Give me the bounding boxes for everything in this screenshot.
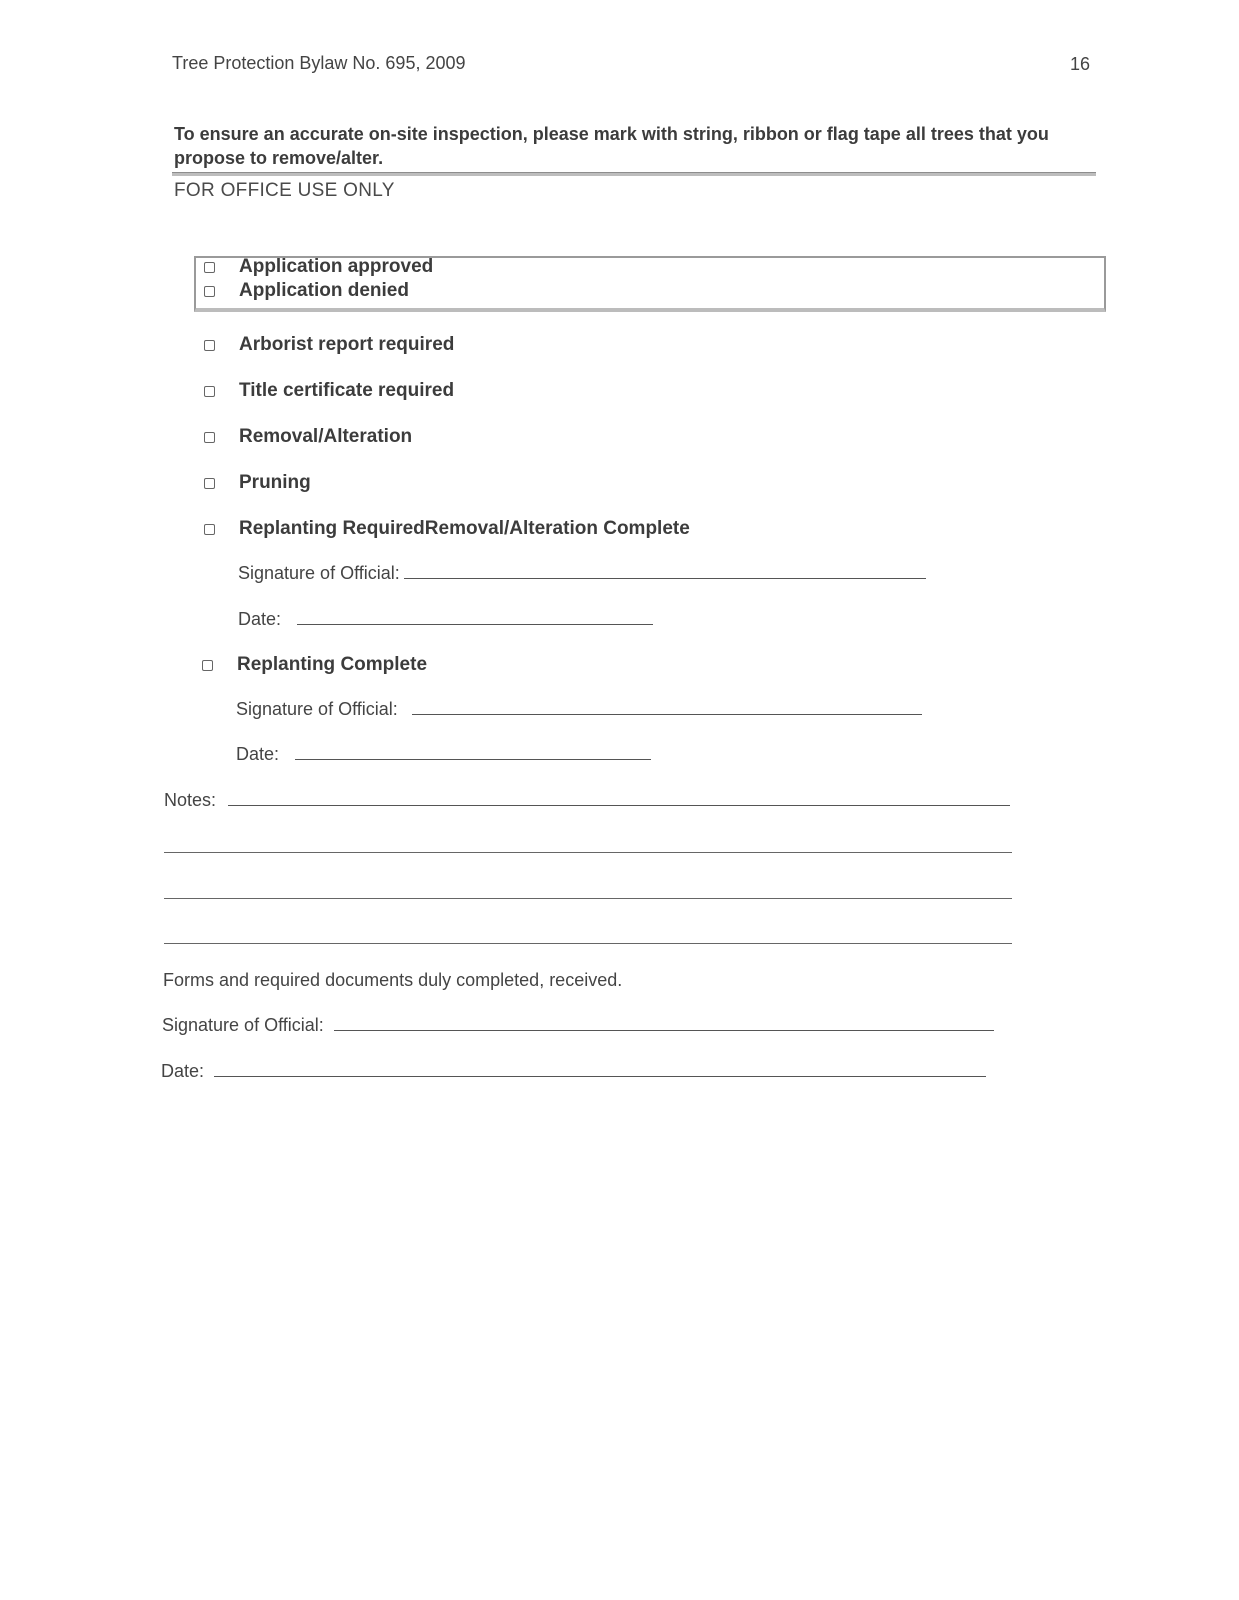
received-statement: Forms and required documents duly completed, received.	[163, 970, 623, 990]
arborist-report-checkbox[interactable]	[204, 340, 215, 351]
notes-line-1[interactable]	[228, 805, 1010, 806]
removal-signature-field	[238, 563, 926, 584]
replanting-complete-label: Replanting Complete	[237, 654, 428, 675]
title-certificate-option[interactable]	[204, 380, 454, 402]
replanting-signature-field	[236, 699, 922, 720]
removal-signature-label: Signature of Official:	[238, 563, 400, 583]
application-denied-checkbox[interactable]	[204, 286, 215, 297]
notes-field	[164, 790, 1010, 811]
received-signature-label: Signature of Official:	[162, 1015, 324, 1035]
page-number: 16	[1070, 54, 1091, 74]
replanting-required-label: Replanting RequiredRemoval/Alteration Complete	[239, 518, 690, 539]
replanting-required-option[interactable]	[204, 518, 690, 540]
removal-date-field	[238, 609, 653, 630]
title-certificate-label: Title certificate required	[239, 380, 455, 401]
replanting-complete-option[interactable]	[202, 654, 427, 676]
notes-line-4[interactable]	[164, 943, 1012, 944]
application-approved-option[interactable]	[204, 256, 433, 278]
removal-date-line[interactable]	[297, 624, 653, 625]
pruning-label: Pruning	[239, 472, 311, 493]
inspection-instructions: To ensure an accurate on-site inspection, please mark with string, ribbon or flag tape all trees that you propose to remove/alter.	[174, 124, 1049, 168]
received-signature-field	[162, 1015, 994, 1036]
replanting-signature-label: Signature of Official:	[236, 699, 398, 719]
removal-alteration-checkbox[interactable]	[204, 432, 215, 443]
replanting-required-checkbox[interactable]	[204, 524, 215, 535]
notes-line-3[interactable]	[164, 898, 1012, 899]
notes-label: Notes:	[164, 790, 217, 810]
section-divider	[172, 172, 1096, 176]
replanting-complete-checkbox[interactable]	[202, 660, 213, 671]
replanting-date-field	[236, 744, 651, 765]
application-approved-checkbox[interactable]	[204, 262, 215, 273]
replanting-date-label: Date:	[236, 744, 280, 764]
application-approved-label: Application approved	[239, 256, 434, 277]
replanting-signature-line[interactable]	[412, 714, 922, 715]
replanting-date-line[interactable]	[295, 759, 651, 760]
pruning-option[interactable]	[204, 472, 311, 494]
removal-alteration-label: Removal/Alteration	[239, 426, 413, 447]
removal-alteration-option[interactable]	[204, 426, 412, 448]
application-denied-label: Application denied	[239, 280, 409, 301]
received-date-field	[161, 1061, 986, 1082]
received-date-line[interactable]	[214, 1076, 986, 1077]
title-certificate-checkbox[interactable]	[204, 386, 215, 397]
removal-date-label: Date:	[238, 609, 282, 629]
received-date-label: Date:	[161, 1061, 205, 1081]
document-title: Tree Protection Bylaw No. 695, 2009	[172, 53, 466, 73]
arborist-report-option[interactable]	[204, 334, 454, 356]
notes-line-2[interactable]	[164, 852, 1012, 853]
received-signature-line[interactable]	[334, 1030, 994, 1031]
office-use-heading: FOR OFFICE USE ONLY	[174, 180, 395, 201]
removal-signature-line[interactable]	[404, 578, 926, 579]
arborist-report-label: Arborist report required	[239, 334, 455, 355]
pruning-checkbox[interactable]	[204, 478, 215, 489]
application-denied-option[interactable]	[204, 280, 409, 302]
